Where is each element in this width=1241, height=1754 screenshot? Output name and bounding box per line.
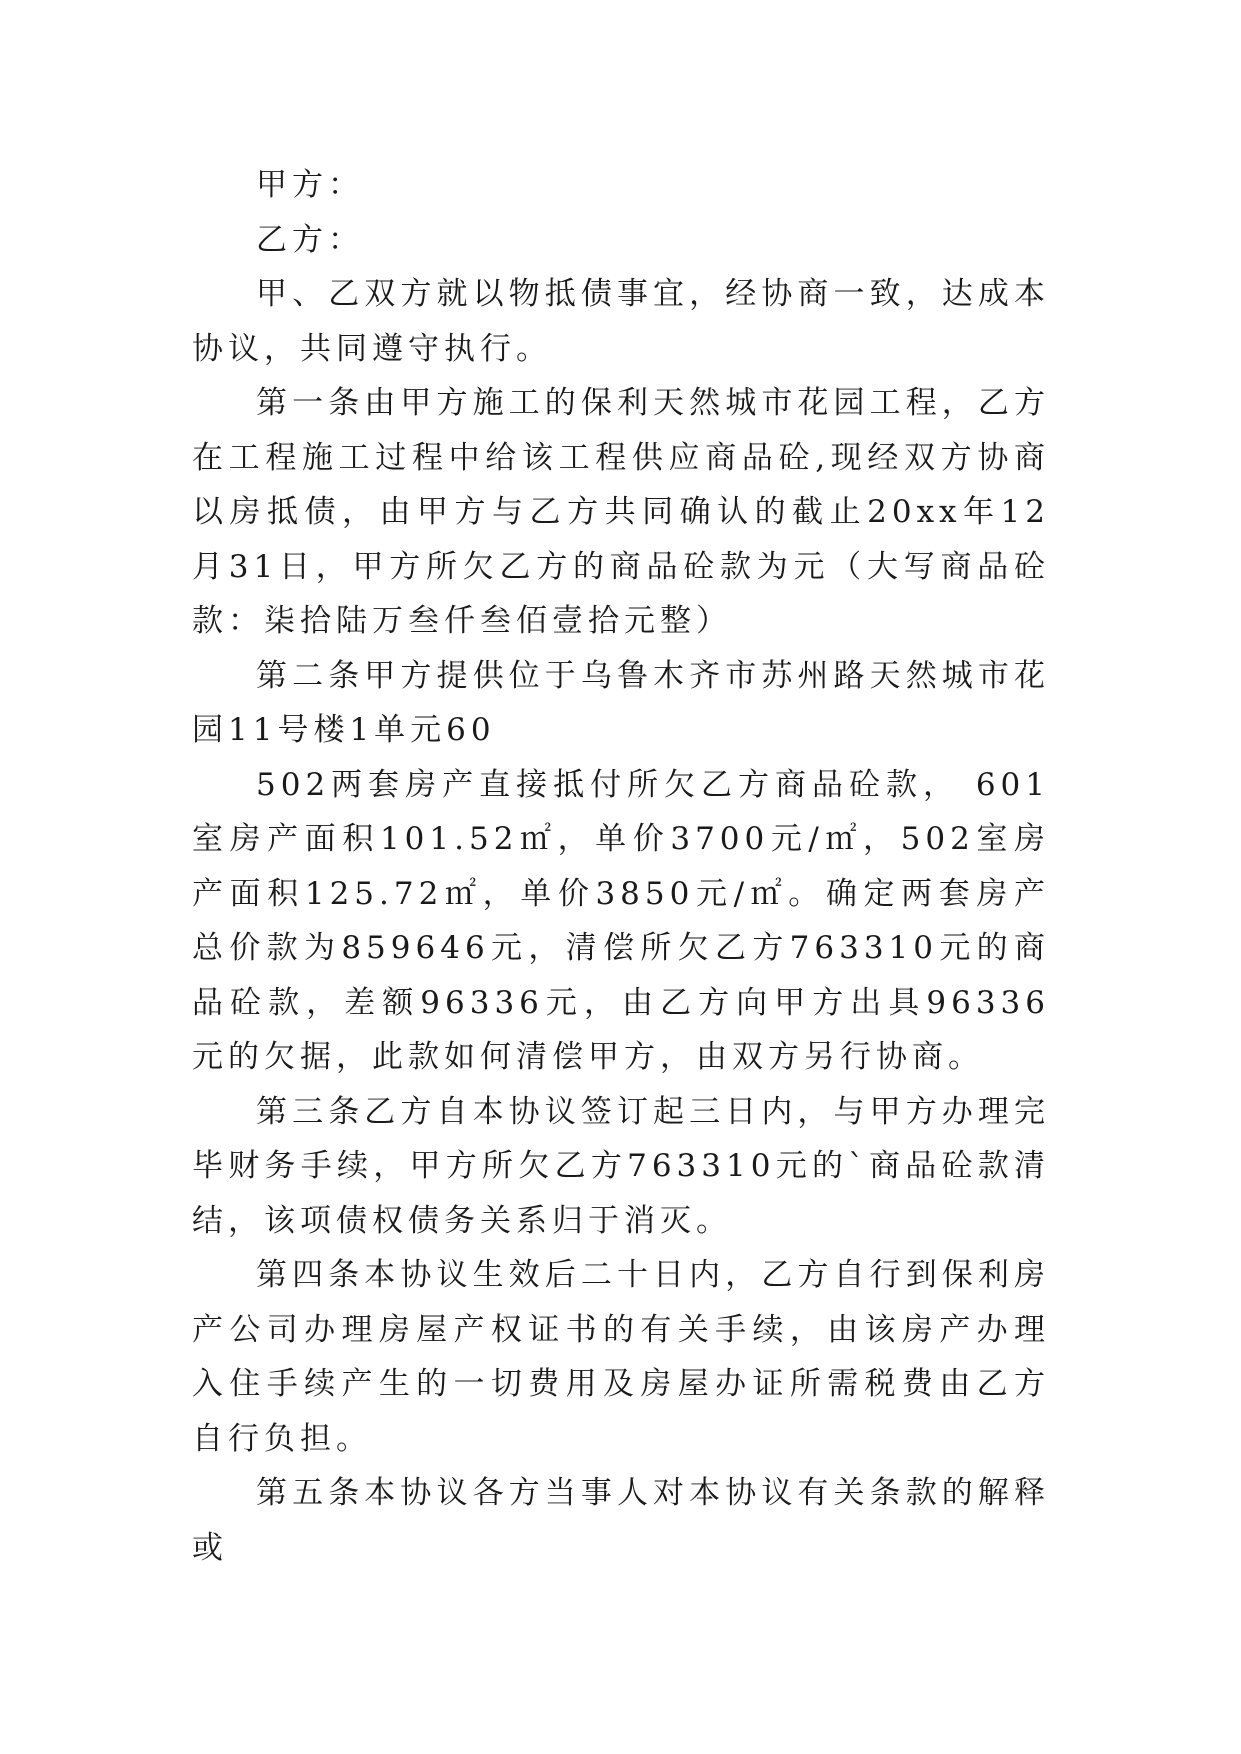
article-1-paragraph: 第一条由甲方施工的保利天然城市花园工程，乙方在工程施工过程中给该工程供应商品砼,现经双方协商以房抵债，由甲方与乙方共同确认的截止20xx年12月31日，甲方所欠乙方的商品砼款为元（大写商品砼款：柒拾陆万叁仟叁佰壹拾元整）: [192, 385, 1050, 639]
article-2-paragraph: 第二条甲方提供位于乌鲁木齐市苏州路天然城市花园11号楼1单元60: [192, 657, 1050, 748]
article-3-paragraph: 第三条乙方自本协议签订起三日内，与甲方办理完毕财务手续，甲方所欠乙方763310元的`商品砼款清结，该项债权债务关系归于消灭。: [192, 1093, 1050, 1239]
article-5-paragraph: 第五条本协议各方当事人对本协议有关条款的解释或: [192, 1475, 1050, 1566]
preamble-paragraph: 甲、乙双方就以物抵债事宜，经协商一致，达成本协议，共同遵守执行。: [192, 276, 1050, 367]
party-a-line: 甲方：: [256, 167, 364, 203]
article-2-continuation-paragraph: 502两套房产直接抵付所欠乙方商品砼款， 601室房产面积101.52㎡，单价3700元/㎡，502室房产面积125.72㎡，单价3850元/㎡。确定两套房产总价款为859646元，清偿所欠乙方763310元的商品砼款，差额96336元，由乙方向甲方出具96336元的欠据，此款如何清偿甲方，由双方另行协商。: [192, 766, 1050, 1075]
article-4-paragraph: 第四条本协议生效后二十日内，乙方自行到保利房产公司办理房屋产权证书的有关手续，由该房产办理入住手续产生的一切费用及房屋办证所需税费由乙方自行负担。: [192, 1257, 1050, 1457]
party-b-line: 乙方：: [256, 221, 364, 258]
document-body: [192, 158, 1050, 1575]
